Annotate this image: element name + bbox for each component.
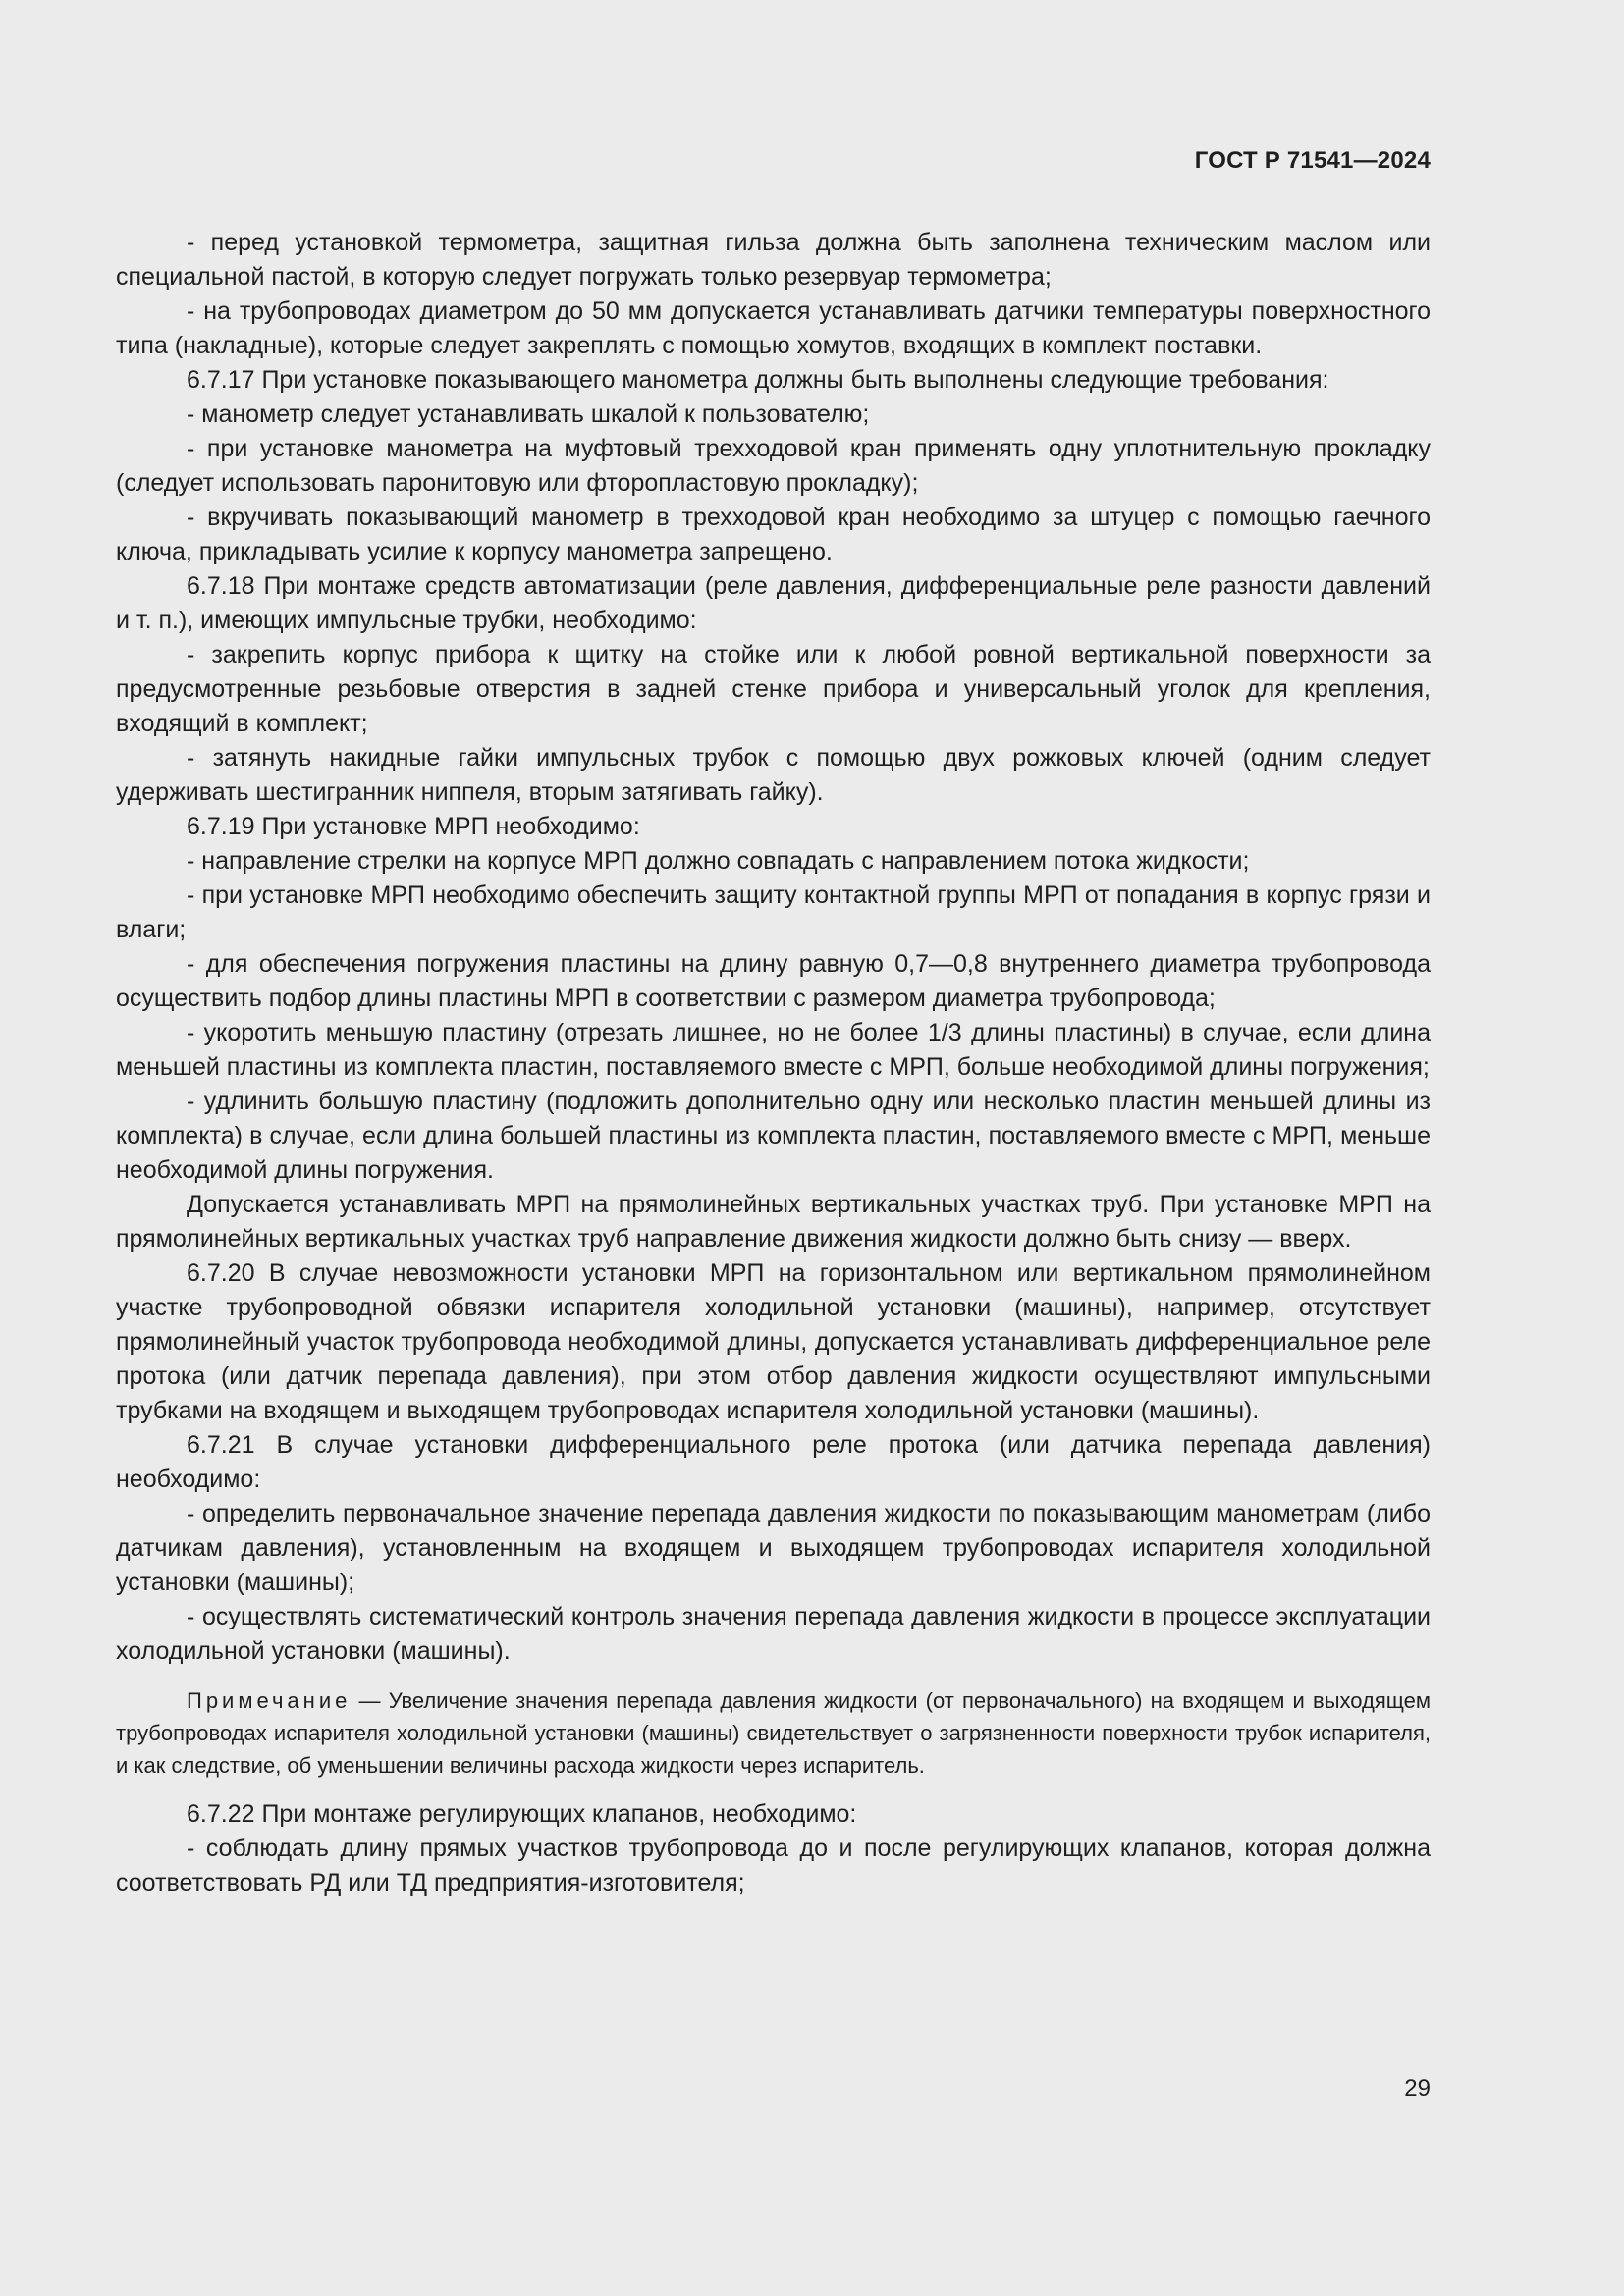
document-body [116, 226, 1431, 1900]
paragraph: - направление стрелки на корпусе МРП должно совпадать с направлением потока жидкости; [187, 847, 1250, 875]
note [116, 1684, 1431, 1782]
paragraph: - при установке МРП необходимо обеспечить защиту контактной группы МРП от попадания в корпус грязи и влаги; [116, 881, 1431, 943]
paragraph: 6.7.17 При установке показывающего манометра должны быть выполнены следующие требования: [187, 366, 1329, 394]
paragraph: 6.7.20 В случае невозможности установки МРП на горизонтальном или вертикальном прямолинейном участке трубопроводной обвязки испарителя холодильной установки (машины), например, отсутствует прямолинейный участок трубопровода необходимой длины, допускается устанавливать дифференциальное реле протока (или датчик перепада давления), при этом отбор давления жидкости осуществляют импульсными трубками на входящем и выходящем трубопроводах испарителя холодильной установки (машины). [116, 1259, 1431, 1424]
paragraph: - укоротить меньшую пластину (отрезать лишнее, но не более 1/3 длины пластины) в случае, если длина меньшей пластины из комплекта пластин, поставляемого вместе с МРП, больше необходимой длины погружения; [116, 1019, 1431, 1081]
note-label: Примечание [187, 1688, 352, 1713]
paragraph: - закрепить корпус прибора к щитку на стойке или к любой ровной вертикальной поверхности за предусмотренные резьбовые отверстия в задней стенке прибора и универсальный уголок для крепления, входящий в комплект; [116, 641, 1431, 737]
paragraph: Допускается устанавливать МРП на прямолинейных вертикальных участках труб. При установке МРП на прямолинейных вертикальных участках труб направление движения жидкости должно быть снизу — вверх. [116, 1191, 1431, 1253]
paragraph: - осуществлять систематический контроль значения перепада давления жидкости в процессе эксплуатации холодильной установки (машины). [116, 1603, 1431, 1665]
paragraph: - вкручивать показывающий манометр в трехходовой кран необходимо за штуцер с помощью гаечного ключа, прикладывать усилие к корпусу манометра запрещено. [116, 504, 1431, 565]
paragraph: 6.7.22 При монтаже регулирующих клапанов, необходимо: [187, 1800, 857, 1828]
paragraph: 6.7.19 При установке МРП необходимо: [187, 813, 640, 840]
paragraph: - на трубопроводах диаметром до 50 мм допускается устанавливать датчики температуры поверхностного типа (накладные), которые следует закреплять с помощью хомутов, входящих в комплект поставки. [116, 297, 1431, 359]
page-number: 29 [1404, 2075, 1431, 2102]
paragraph: - манометр следует устанавливать шкалой к пользователю; [187, 400, 870, 428]
paragraph: - при установке манометра на муфтовый трехходовой кран применять одну уплотнительную прокладку (следует использовать паронитовую или фторопластовую прокладку); [116, 435, 1431, 497]
paragraph: - для обеспечения погружения пластины на длину равную 0,7—0,8 внутреннего диаметра трубопровода осуществить подбор длины пластины МРП в соответствии с размером диаметра трубопровода; [116, 950, 1431, 1012]
paragraph: - соблюдать длину прямых участков трубопровода до и после регулирующих клапанов, которая должна соответствовать РД или ТД предприятия-изготовителя; [116, 1835, 1431, 1896]
note-text: — Увеличение значения перепада давления жидкости (от первоначального) на входящем и выходящем трубопроводах испарителя холодильной установки (машины) свидетельствует о загрязненности поверхности трубок испарителя, и как следствие, об уменьшении величины расхода жидкости через испаритель. [116, 1688, 1431, 1778]
paragraph: - перед установкой термометра, защитная гильза должна быть заполнена техническим маслом или специальной пастой, в которую следует погружать только резервуар термометра; [116, 229, 1431, 291]
paragraph: - определить первоначальное значение перепада давления жидкости по показывающим манометрам (либо датчикам давления), установленным на входящем и выходящем трубопроводах испарителя холодильной установки (машины); [116, 1500, 1431, 1596]
paragraph: - удлинить большую пластину (подложить дополнительно одну или несколько пластин меньшей длины из комплекта) в случае, если длина большей пластины из комплекта пластин, поставляемого вместе с МРП, меньше необходимой длины погружения. [116, 1088, 1431, 1184]
paragraph: 6.7.21 В случае установки дифференциального реле протока (или датчика перепада давления) необходимо: [116, 1431, 1431, 1493]
document-header-standard: ГОСТ Р 71541—2024 [1194, 147, 1431, 174]
paragraph: 6.7.18 При монтаже средств автоматизации (реле давления, дифференциальные реле разности давлений и т. п.), имеющих импульсные трубки, необходимо: [116, 572, 1431, 634]
paragraph: - затянуть накидные гайки импульсных трубок с помощью двух рожковых ключей (одним следует удерживать шестигранник ниппеля, вторым затягивать гайку). [116, 744, 1431, 806]
